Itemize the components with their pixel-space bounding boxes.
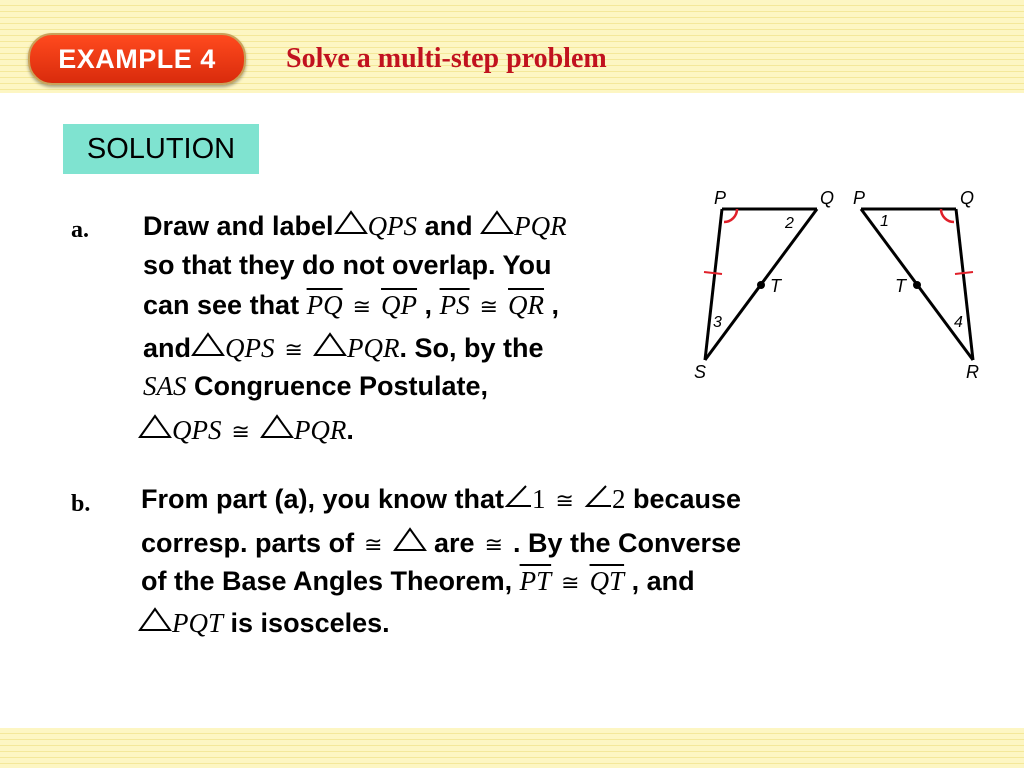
text: . By the Converse <box>513 528 742 558</box>
triangle-icon <box>138 413 172 439</box>
text: is isosceles. <box>230 608 390 638</box>
congruent-icon: ≅ <box>231 420 250 445</box>
label-p: P <box>853 188 866 208</box>
segment-pt: $\overline{PT}$ <box>519 566 552 596</box>
label-q: Q <box>820 188 835 208</box>
math-pqr: PQR <box>346 333 400 363</box>
segment-qt: $\overline{QT}$ <box>589 566 625 596</box>
label-angle-4: 4 <box>954 314 963 331</box>
math-sas: SAS <box>143 371 187 401</box>
triangle-icon <box>313 331 347 357</box>
part-a-line-2: so that they do not overlap. You <box>143 250 552 280</box>
text: Congruence Postulate, <box>194 371 489 401</box>
triangle-pqr <box>861 209 973 360</box>
part-b-label: b. <box>71 491 91 517</box>
part-a-line-4 <box>143 331 543 364</box>
label-q: Q <box>960 188 975 208</box>
part-a-line-6 <box>138 413 354 446</box>
congruent-icon: ≅ <box>555 489 574 514</box>
math-pqt: PQT <box>172 608 224 638</box>
congruent-icon: ≅ <box>364 533 383 558</box>
angle-icon <box>584 484 612 508</box>
label-angle-3: 3 <box>713 314 722 331</box>
triangle-qps <box>704 209 817 360</box>
congruent-icon: ≅ <box>479 295 499 320</box>
label-t: T <box>895 276 906 296</box>
congruent-icon: ≅ <box>284 338 303 363</box>
angle-icon <box>504 484 532 508</box>
part-b-line-1 <box>141 484 741 515</box>
tick-mark <box>704 272 722 274</box>
segment-qp: $\overline{QP}$ <box>381 290 418 320</box>
congruent-icon: ≅ <box>484 533 503 558</box>
math-pqr: PQR <box>514 211 567 241</box>
triangle-icon <box>480 209 514 235</box>
angle-1-number: 1 <box>532 484 546 514</box>
triangle-icon <box>334 209 368 235</box>
label-angle-1: 1 <box>880 213 889 230</box>
text: can see that <box>143 290 300 320</box>
segment-pq: $\overline{PQ}$ <box>306 290 343 320</box>
part-a-line-5 <box>143 371 488 402</box>
part-b-line-4 <box>138 606 390 639</box>
text: , <box>551 290 560 320</box>
text: Draw and label <box>143 211 334 241</box>
part-b-line-3 <box>141 566 695 597</box>
text: and <box>143 333 192 363</box>
angle-arc-mark <box>724 209 737 222</box>
part-a-line-1 <box>143 209 567 242</box>
label-s: S <box>694 362 707 382</box>
segment-ps: $\overline{PS}$ <box>439 290 470 320</box>
text: are <box>434 528 475 558</box>
math-qps: QPS <box>225 333 275 363</box>
text: because <box>632 484 742 514</box>
solution-label: SOLUTION <box>63 124 259 174</box>
text: . So, by the <box>399 333 544 363</box>
tick-mark <box>955 272 973 274</box>
angle-2-number: 2 <box>611 484 626 514</box>
label-t: T <box>770 276 781 296</box>
label-angle-2: 2 <box>785 215 794 232</box>
part-a-line-3 <box>143 290 559 321</box>
congruent-icon: ≅ <box>352 295 372 320</box>
point-t <box>757 281 765 289</box>
triangle-icon <box>260 413 294 439</box>
text: . <box>346 415 354 445</box>
text: and <box>424 211 473 241</box>
triangle-icon <box>138 606 172 632</box>
text: corresp. parts of <box>141 528 355 558</box>
segment-qr: $\overline{QR}$ <box>508 290 545 320</box>
part-a-label: a. <box>71 217 89 243</box>
angle-arc-mark <box>941 209 954 222</box>
text: , <box>424 290 433 320</box>
text: From part (a), you know that <box>141 484 505 514</box>
congruent-icon: ≅ <box>561 571 580 596</box>
math-qps: QPS <box>172 415 222 445</box>
part-b-line-2 <box>141 526 741 559</box>
point-t <box>913 281 921 289</box>
footer-band <box>0 728 1024 768</box>
label-p: P <box>714 188 727 208</box>
triangle-icon <box>393 526 427 552</box>
math-qps: QPS <box>367 211 418 241</box>
label-r: R <box>966 362 979 382</box>
math-pqr: PQR <box>293 415 347 445</box>
text: , and <box>631 566 695 596</box>
triangle-icon <box>191 331 225 357</box>
page-title: Solve a multi-step problem <box>286 43 607 74</box>
triangles-figure <box>690 182 990 387</box>
example-badge: EXAMPLE 4 <box>28 33 246 85</box>
text: of the Base Angles Theorem, <box>141 566 513 596</box>
